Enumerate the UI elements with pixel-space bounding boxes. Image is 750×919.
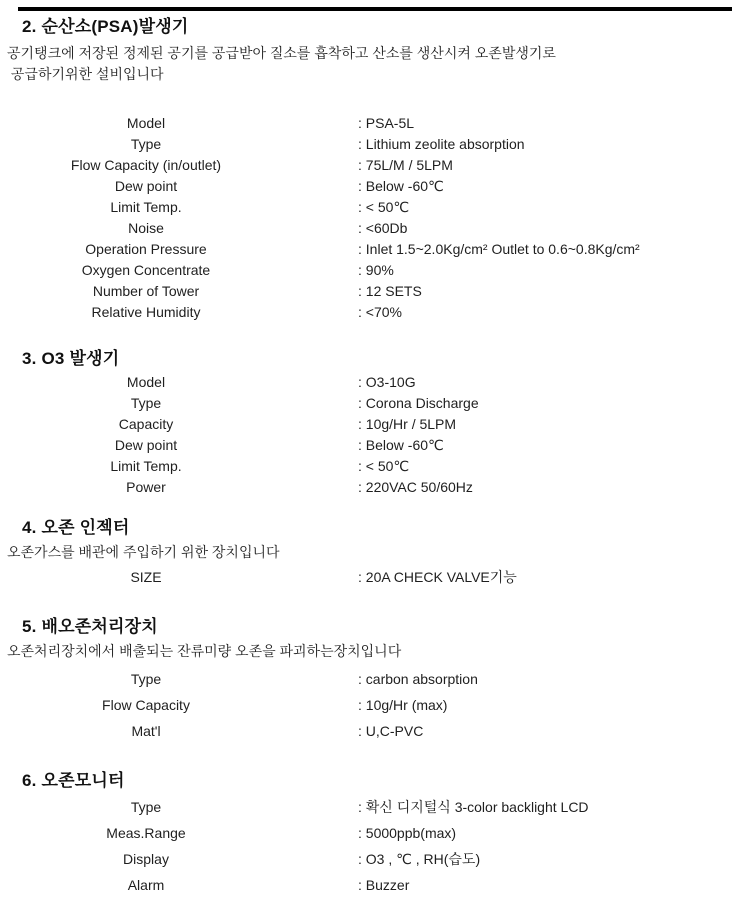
section-heading: 5. 배오존처리장치 <box>22 617 158 636</box>
spec-value: : < 50℃ <box>358 458 410 474</box>
spec-label: Flow Capacity (in/outlet) <box>70 157 222 173</box>
spec-label: Dew point <box>114 437 178 453</box>
spec-row <box>0 113 750 134</box>
section-heading: 4. 오존 인젝터 <box>22 518 130 537</box>
spec-value: : 5000ppb(max) <box>358 825 457 841</box>
spec-value: : PSA-5L <box>358 115 415 131</box>
spec-label: Limit Temp. <box>110 458 182 474</box>
spec-value: : 12 SETS <box>358 283 422 299</box>
spec-row <box>0 477 750 498</box>
spec-label: Flow Capacity <box>102 697 190 713</box>
spec-row <box>0 134 750 155</box>
section-5 <box>0 615 750 744</box>
spec-label: Operation Pressure <box>85 241 207 257</box>
spec-label: Dew point <box>114 178 178 194</box>
spec-label: Power <box>126 479 166 495</box>
spec-table <box>0 567 750 588</box>
spec-row <box>0 872 750 898</box>
spec-row <box>0 567 750 588</box>
spec-label: Display <box>123 851 169 867</box>
spec-label: Type <box>130 395 162 411</box>
spec-label: Model <box>126 374 166 390</box>
spec-row <box>0 155 750 176</box>
spec-value: : O3 , ℃ , RH(습도) <box>358 851 481 867</box>
spec-value: : U,C-PVC <box>358 723 424 739</box>
section-4 <box>0 516 750 588</box>
section-heading: 2. 순산소(PSA)발생기 <box>22 17 189 36</box>
spec-row <box>0 456 750 477</box>
spec-row <box>0 846 750 872</box>
top-divider <box>18 7 732 11</box>
section-2 <box>0 15 750 323</box>
spec-row <box>0 302 750 323</box>
spec-row <box>0 718 750 744</box>
section-6 <box>0 769 750 898</box>
spec-value: : Inlet 1.5~2.0Kg/cm² Outlet to 0.6~0.8Kg/cm² <box>358 241 640 257</box>
spec-label: Type <box>130 136 162 152</box>
spec-table <box>0 794 750 898</box>
spec-label: Number of Tower <box>92 283 200 299</box>
spec-label: Capacity <box>118 416 174 432</box>
spec-value: : 90% <box>358 262 394 278</box>
spec-value: : 75L/M / 5LPM <box>358 157 453 173</box>
spec-row <box>0 239 750 260</box>
spec-value: : Below -60℃ <box>358 178 444 194</box>
spec-row <box>0 218 750 239</box>
spec-value: : Buzzer <box>358 877 410 893</box>
spec-table <box>0 666 750 744</box>
spec-value: : <70% <box>358 304 402 320</box>
spec-label: Noise <box>128 220 164 236</box>
spec-value: : Lithium zeolite absorption <box>358 136 525 152</box>
section-heading: 3. O3 발생기 <box>22 349 120 368</box>
spec-value: : 10g/Hr / 5LPM <box>358 416 457 432</box>
description-line: 공급하기위한 설비입니다 <box>7 66 164 82</box>
spec-row <box>0 393 750 414</box>
section-heading: 6. 오존모니터 <box>22 771 125 790</box>
spec-value: : < 50℃ <box>358 199 410 215</box>
spec-label: Type <box>130 799 162 815</box>
description-line: 공기탱크에 저장된 정제된 공기를 공급받아 질소를 흡착하고 산소를 생산시켜 오존발생기로 <box>7 45 556 61</box>
spec-row <box>0 281 750 302</box>
spec-value: : <60Db <box>358 220 408 236</box>
description-line: 오존가스를 배관에 주입하기 위한 장치입니다 <box>7 544 280 560</box>
spec-row <box>0 372 750 393</box>
spec-value: : carbon absorption <box>358 671 478 687</box>
spec-label: Type <box>130 671 162 687</box>
spec-row <box>0 820 750 846</box>
spec-value: : Below -60℃ <box>358 437 444 453</box>
spec-value: : 220VAC 50/60Hz <box>358 479 473 495</box>
sections <box>0 15 750 898</box>
spec-row <box>0 260 750 281</box>
spec-row <box>0 197 750 218</box>
spec-label: Model <box>126 115 166 131</box>
spec-value: : 10g/Hr (max) <box>358 697 448 713</box>
spec-row <box>0 666 750 692</box>
spec-label: Alarm <box>127 877 165 893</box>
description-line: 오존처리장치에서 배출되는 잔류미량 오존을 파괴하는장치입니다 <box>7 643 402 659</box>
spec-value: : 20A CHECK VALVE기능 <box>358 569 517 585</box>
spec-row <box>0 435 750 456</box>
spec-row <box>0 176 750 197</box>
spec-row <box>0 692 750 718</box>
spec-value: : 확신 디지털식 3-color backlight LCD <box>358 799 589 815</box>
document-page <box>0 7 750 919</box>
spec-value: : Corona Discharge <box>358 395 479 411</box>
spec-label: Limit Temp. <box>110 199 182 215</box>
spec-value: : O3-10G <box>358 374 416 390</box>
spec-row <box>0 794 750 820</box>
spec-label: Oxygen Concentrate <box>81 262 211 278</box>
section-description <box>0 641 750 662</box>
spec-label: Mat'l <box>131 723 161 739</box>
section-3 <box>0 347 750 498</box>
spec-row <box>0 414 750 435</box>
section-description <box>0 43 750 85</box>
spec-label: Meas.Range <box>106 825 186 841</box>
spec-table <box>0 113 750 323</box>
spec-label: Relative Humidity <box>91 304 201 320</box>
spec-table <box>0 372 750 498</box>
section-description <box>0 542 750 563</box>
spec-label: SIZE <box>130 569 162 585</box>
